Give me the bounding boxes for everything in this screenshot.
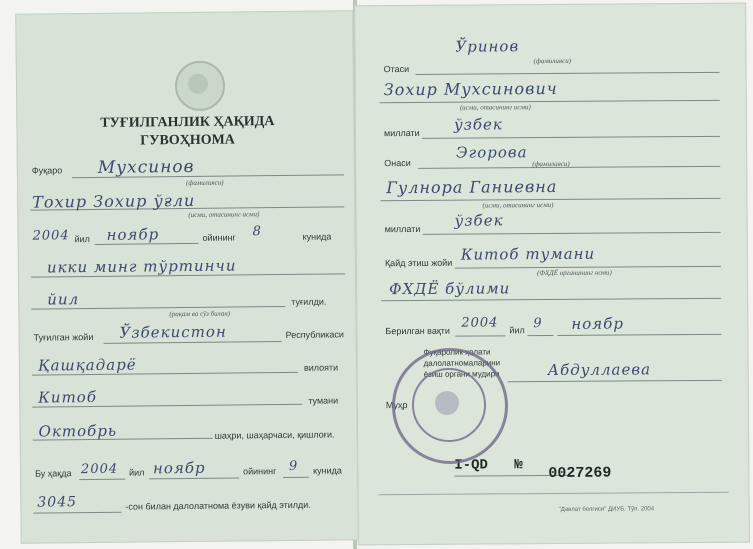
record-year-label: йил xyxy=(128,467,145,478)
birth-year: 2004 xyxy=(32,228,70,244)
born-label: туғилди. xyxy=(291,296,327,307)
left-page xyxy=(15,10,359,544)
citizen-surname: Мухсинов xyxy=(97,156,195,178)
citizen-name: Тохир Зохир ўғли xyxy=(32,190,196,212)
series-code: I-QD xyxy=(454,457,489,474)
birth-day: 8 xyxy=(252,224,262,240)
number-sign: № xyxy=(514,457,523,474)
head-caption-2: далолатномаларини xyxy=(423,358,501,368)
issued-year: 2004 xyxy=(461,315,499,331)
issued-day: 9 xyxy=(533,316,543,332)
head-signature: Абдуллаева xyxy=(547,360,652,380)
state-emblem-icon xyxy=(175,61,226,112)
day-label: кунида xyxy=(302,231,332,242)
settlement-label: шаҳри, шаҳарчаси, қишлоғи. xyxy=(214,429,335,441)
head-caption-1: Фуқаролик ҳолати xyxy=(423,347,491,357)
mother-nationality: ўзбек xyxy=(454,211,504,230)
registry-value-2: ФХДЁ бўлими xyxy=(389,279,511,299)
district-value: Китоб xyxy=(38,387,98,407)
region-value: Қашқадарё xyxy=(37,355,137,375)
surname-hint: (фамилияси) xyxy=(185,178,224,188)
record-number: 3045 xyxy=(37,494,78,511)
mother-name-hint: (исми, отасининг исми) xyxy=(482,200,554,210)
doc-title-line2: ГУВОҲНОМА xyxy=(140,132,235,149)
record-day: 9 xyxy=(288,458,299,474)
record-month: ноябр xyxy=(152,458,206,478)
issued-year-label: йил xyxy=(509,325,525,336)
mother-label: Онаси xyxy=(384,157,411,169)
year-label: йил xyxy=(74,234,90,245)
record-prefix: Бу ҳақда xyxy=(34,468,72,479)
district-label: тумани xyxy=(308,395,339,406)
registry-hint: (ФҲДЁ органининг номи) xyxy=(536,268,612,278)
registry-value-1: Китоб тумани xyxy=(460,244,596,264)
issued-label: Берилган вақти xyxy=(385,325,450,337)
name-hint: (исми, отасининг исми) xyxy=(188,210,260,219)
record-month-label: ойининг xyxy=(242,466,277,477)
seal-label: Муҳр xyxy=(385,400,408,411)
father-surname-hint: (фамилияси) xyxy=(533,56,572,66)
year-words-1: икки минг тўртинчи xyxy=(46,256,237,277)
citizen-label: Фуқаро xyxy=(31,165,63,176)
father-label: Отаси xyxy=(383,63,410,75)
father-nationality: ўзбек xyxy=(453,115,503,134)
issued-month: ноябр xyxy=(571,314,625,333)
registry-label: Қайд этиш жойи xyxy=(384,257,453,269)
mother-nationality-label: миллати xyxy=(384,223,421,235)
mother-surname: Эгорова xyxy=(456,143,528,162)
birthplace-country: Ўзбекистон xyxy=(119,322,227,342)
month-label: ойининг xyxy=(202,232,236,243)
father-name-hint: (исми, отасининг исми) xyxy=(459,103,531,112)
settlement-value: Октобрь xyxy=(38,421,118,441)
words-hint: (рақам ва сўз билан) xyxy=(169,309,231,319)
head-caption-3: ёзиш органи мудири xyxy=(423,369,500,379)
right-page xyxy=(354,3,750,546)
birth-month: ноябр xyxy=(106,225,160,244)
mother-name: Гулнора Ганиевна xyxy=(386,176,558,198)
official-seal-stamp xyxy=(392,348,508,464)
record-day-label: кунида xyxy=(312,465,342,476)
birthplace-label: Туғилган жойи xyxy=(33,331,94,343)
serial-number: 0027269 xyxy=(548,464,612,483)
father-nationality-label: миллати xyxy=(383,127,420,139)
region-label: вилояти xyxy=(303,362,339,373)
printer-note: "Давлат белгиси" ДИУБ. Тўп. 2004 xyxy=(558,506,655,513)
republic-label: Республикаси xyxy=(285,329,344,340)
doc-title-line1: ТУҒИЛГАНЛИК ҲАҚИДА xyxy=(100,114,275,131)
mother-surname-hint: (фамилияси) xyxy=(532,159,570,169)
record-suffix: -сон билан далолатнома ёзуви қайд этилди. xyxy=(125,499,311,512)
record-year: 2004 xyxy=(80,461,119,478)
father-surname: Ўринов xyxy=(455,37,520,56)
father-name: Зохир Мухсинович xyxy=(383,78,558,100)
year-words-2: йил xyxy=(47,290,80,309)
